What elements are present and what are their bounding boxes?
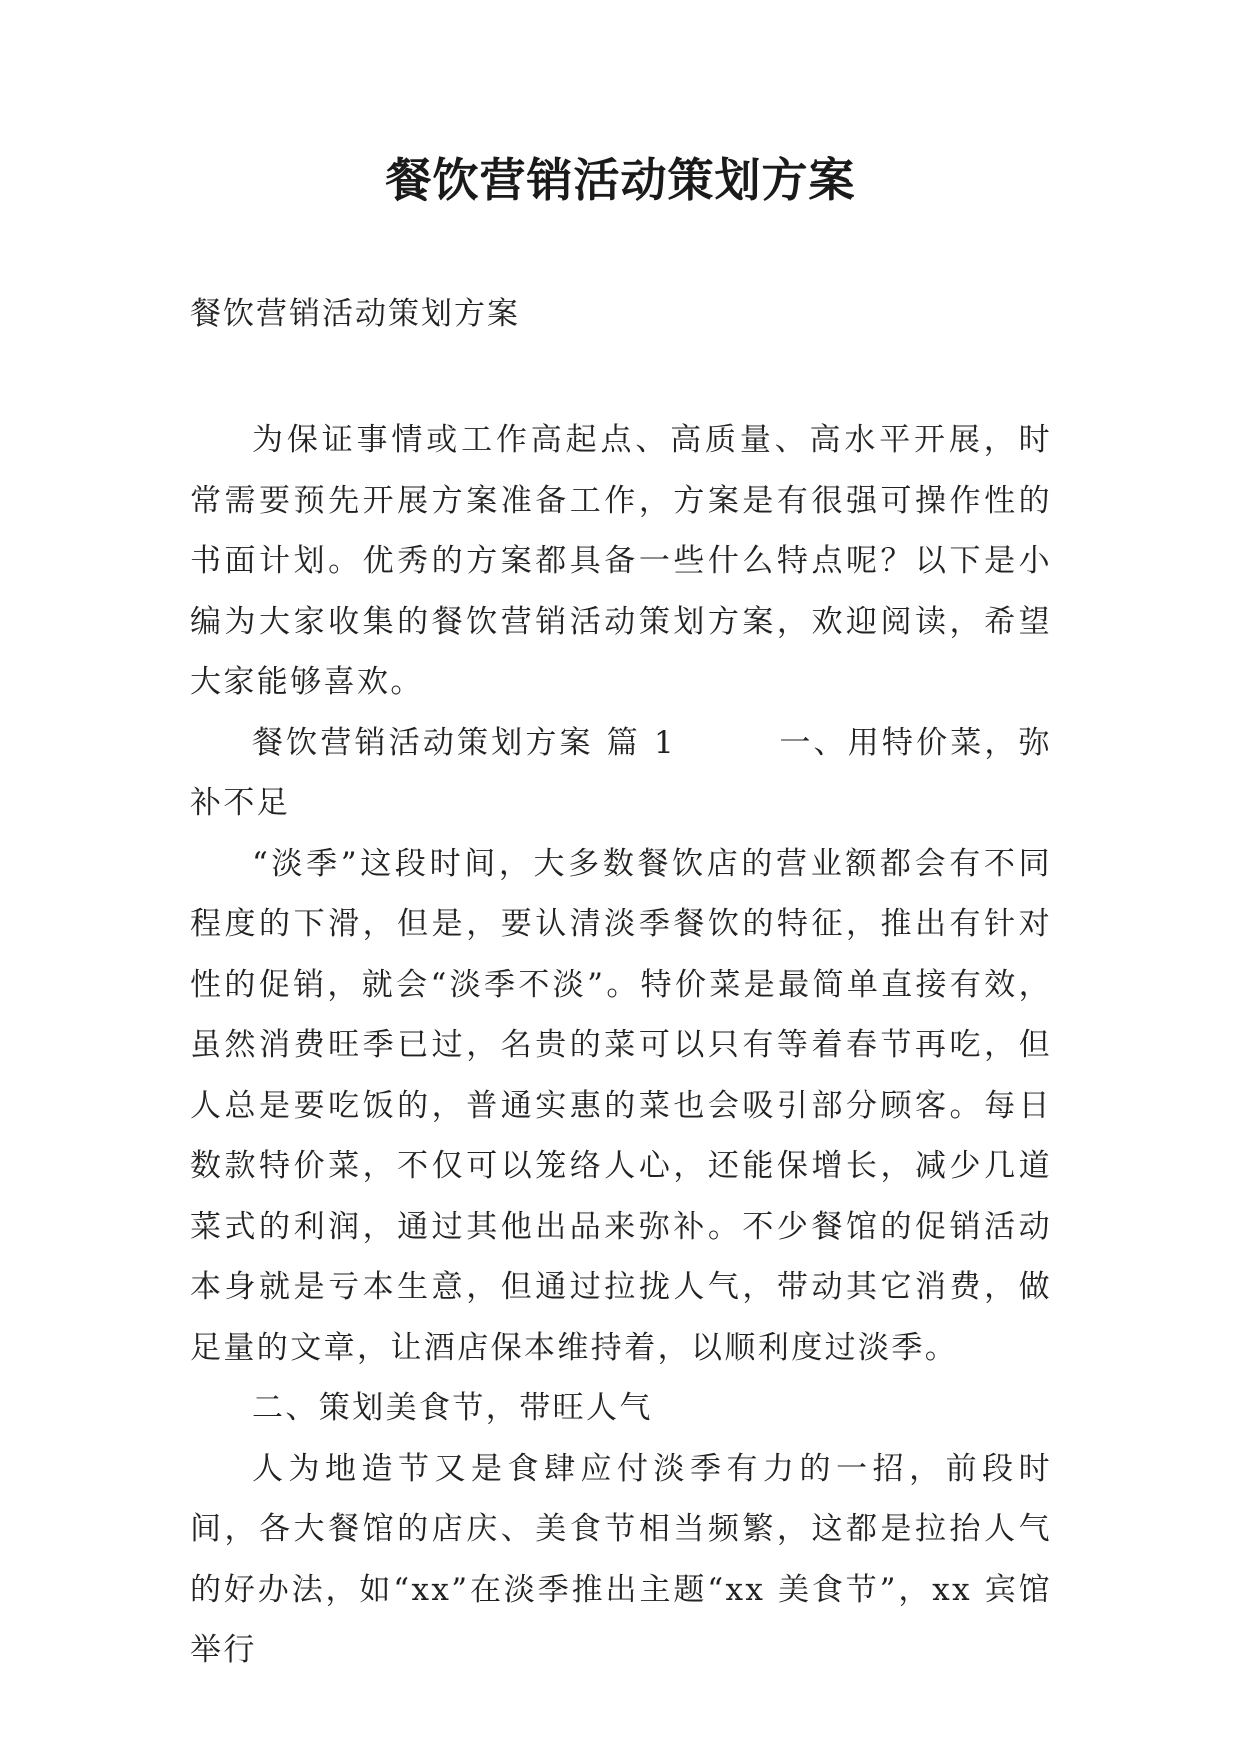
document-body	[190, 410, 1052, 1681]
section-heading-1: 餐饮营销活动策划方案 篇 1 一、用特价菜，弥补不足	[190, 724, 1052, 821]
document-subtitle: 餐饮营销活动策划方案	[190, 296, 520, 332]
intro-paragraph: 为保证事情或工作高起点、高质量、高水平开展，时常需要预先开展方案准备工作，方案是有很强可操作性的书面计划。优秀的方案都具备一些什么特点呢？以下是小编为大家收集的餐饮营销活动策划方案，欢迎阅读，希望大家能够喜欢。	[190, 422, 1052, 700]
section-heading-2: 二、策划美食节，带旺人气	[252, 1390, 653, 1426]
body-paragraph: “淡季”这段时间，大多数餐饮店的营业额都会有不同程度的下滑，但是，要认清淡季餐饮的特征，推出有针对性的促销，就会“淡季不淡”。特价菜是最简单直接有效，虽然消费旺季已过，名贵的菜可以只有等着春节再吃，但人总是要吃饭的，普通实惠的菜也会吸引部分顾客。每日数款特价菜，不仅可以笼络人心，还能保增长，减少几道菜式的利润，通过其他出品来弥补。不少餐馆的促销活动本身就是亏本生意，但通过拉拢人气，带动其它消费，做足量的文章，让酒店保本维持着，以顺利度过淡季。	[190, 845, 1052, 1366]
body-paragraph: 人为地造节又是食肆应付淡季有力的一招，前段时间，各大餐馆的店庆、美食节相当频繁，这都是拉抬人气的好办法，如“xx”在淡季推出主题“xx 美食节”，xx 宾馆举行	[190, 1450, 1052, 1668]
page-title: 餐饮营销活动策划方案	[385, 153, 856, 207]
